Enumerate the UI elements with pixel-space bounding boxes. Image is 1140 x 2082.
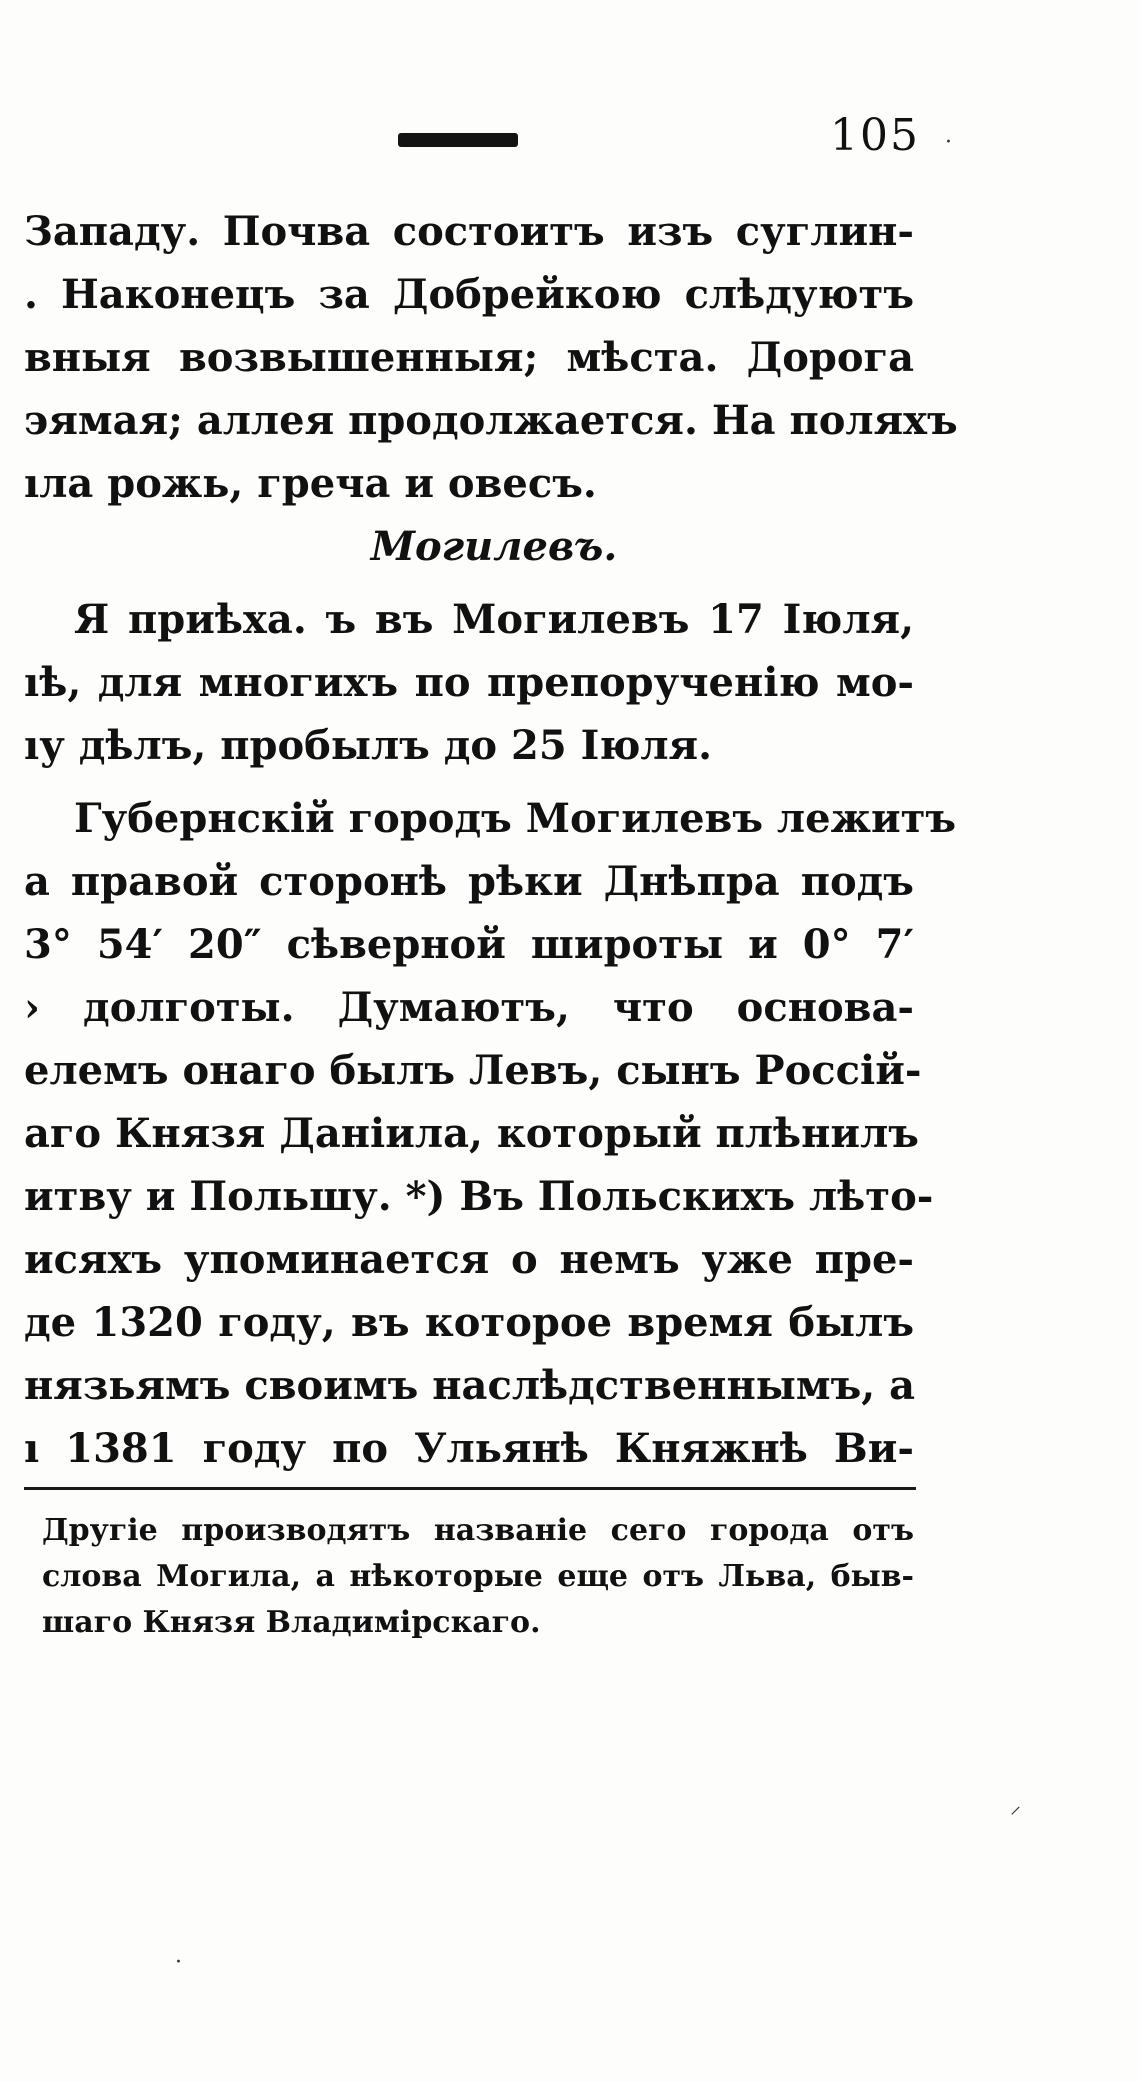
footnote-line: шаго Князя Владимірскаго. bbox=[42, 1605, 541, 1640]
text-line: вныя возвышенныя; мѣста. Дорога bbox=[24, 334, 914, 381]
text-line: а правой сторонѣ рѣки Днѣпра подъ bbox=[24, 858, 914, 905]
ink-speck: · bbox=[945, 130, 952, 155]
footnote-line: слова Могила, а нѣкоторые еще отъ Льва, быв- bbox=[42, 1559, 914, 1594]
text-line: . Наконецъ за Добрейкою слѣдуютъ bbox=[24, 271, 914, 318]
header-ornament-rule bbox=[398, 133, 518, 147]
text-line: Я приѣха. ъ въ Могилевъ 17 Іюля, bbox=[74, 596, 914, 643]
text-line: Губернскій городъ Могилевъ лежитъ bbox=[74, 795, 957, 842]
ink-speck: ⸝ bbox=[1010, 1794, 1022, 1819]
text-line: эямая; аллея продолжается. На поляхъ bbox=[24, 397, 958, 444]
text-line: Западу. Почва состоитъ изъ суглин- bbox=[24, 208, 914, 255]
body-text bbox=[24, 200, 958, 1480]
footnote-divider bbox=[24, 1487, 916, 1490]
text-line: аго Князя Даніила, который плѣнилъ bbox=[24, 1110, 919, 1157]
text-line: ı 1381 году по Ульянѣ Княжнѣ Ви- bbox=[24, 1425, 914, 1472]
text-line: 3° 54′ 20″ сѣверной широты и 0° 7′ bbox=[24, 921, 914, 968]
page-number: 105 bbox=[830, 110, 920, 161]
text-line: нязьямъ своимъ наслѣдственнымъ, а bbox=[24, 1362, 916, 1409]
text-line: ıла рожь, греча и овесъ. bbox=[24, 460, 597, 507]
footnote bbox=[42, 1508, 914, 1646]
text-line: елемъ онаго былъ Левъ, сынъ Россій- bbox=[24, 1047, 922, 1094]
footnote-line: Другіе производятъ названіе сего города отъ bbox=[42, 1513, 914, 1548]
text-line: исяхъ упоминается о немъ уже пре- bbox=[24, 1236, 914, 1283]
section-heading: Могилевъ. bbox=[370, 523, 618, 570]
ink-speck: · bbox=[175, 1950, 182, 1975]
text-line: итву и Польшу. *) Въ Польскихъ лѣто- bbox=[24, 1173, 934, 1220]
text-line: де 1320 году, въ которое время былъ bbox=[24, 1299, 914, 1346]
text-line: › долготы. Думаютъ, что основа- bbox=[24, 984, 914, 1031]
text-line: ıѣ, для многихъ по препорученію мо- bbox=[24, 659, 914, 706]
text-line: ıу дѣлъ, пробылъ до 25 Іюля. bbox=[24, 722, 713, 769]
